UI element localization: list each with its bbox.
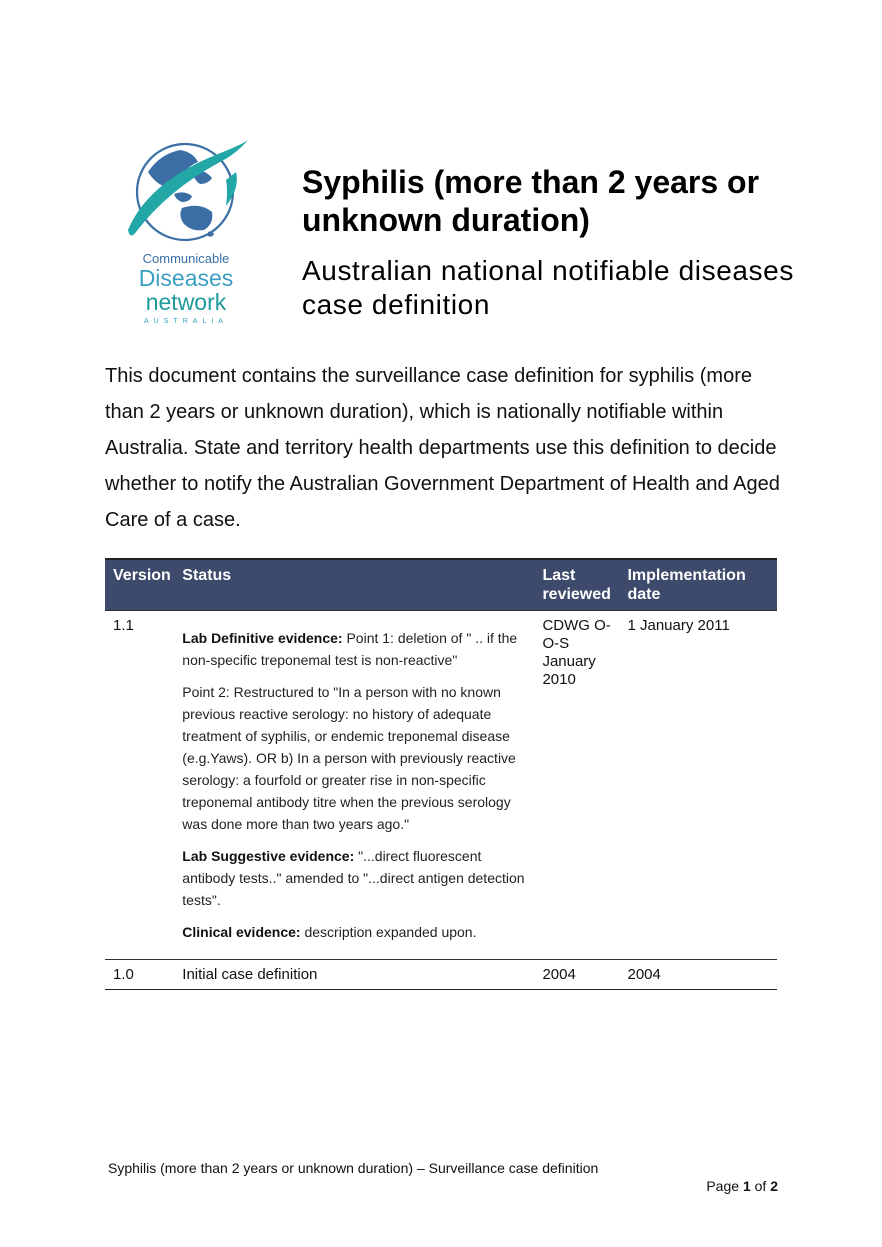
page-current: 1 xyxy=(742,1178,751,1194)
table-row xyxy=(105,611,777,960)
header-last-reviewed: Last reviewed xyxy=(534,559,619,611)
status-text-3: "...direct fluorescent antibody tests.." amended to "...direct antigen detection tests". xyxy=(182,848,525,908)
document-subtitle: Australian national notifiable diseases case definition xyxy=(302,255,794,320)
table-header-row xyxy=(105,559,777,611)
status-label-lab-definitive: Lab Definitive evidence: xyxy=(182,630,343,646)
logo-line-diseases: Diseases xyxy=(138,265,234,291)
cell-version: 1.0 xyxy=(105,960,174,990)
footer-page-number xyxy=(706,1178,778,1194)
cdna-logo xyxy=(108,132,258,332)
status-label-clinical: Clinical evidence: xyxy=(182,924,301,940)
cell-last-reviewed: 2004 xyxy=(534,960,619,990)
status-paragraph-2 xyxy=(182,681,526,835)
status-text-1: Point 1: deletion of " .. if the non-specific treponemal test is non-reactive" xyxy=(182,630,518,668)
header-implementation-date: Implementation date xyxy=(619,559,777,611)
page-total: 2 xyxy=(770,1178,778,1194)
status-paragraph-4 xyxy=(182,921,526,943)
header-version: Version xyxy=(105,559,174,611)
intro-paragraph: This document contains the surveillance case definition for syphilis (more than 2 years or unknown duration), which is nationally notifiable within Australia. State and territory health departments use this definition to decide whether to notify the Australian Government Department of Health and Aged Care of a case. xyxy=(105,365,780,531)
globe-logo-icon xyxy=(108,132,258,257)
table-row xyxy=(105,960,777,990)
page-prefix: Page xyxy=(706,1178,743,1194)
logo-line-australia: AUSTRALIA xyxy=(144,318,228,325)
cell-status xyxy=(174,611,534,960)
status-paragraph-3 xyxy=(182,845,526,911)
cell-version: 1.1 xyxy=(105,611,174,960)
document-title: Syphilis (more than 2 years or unknown duration) xyxy=(302,164,760,238)
cell-status: Initial case definition xyxy=(174,960,534,990)
cell-implementation-date: 1 January 2011 xyxy=(619,611,777,960)
header-status: Status xyxy=(174,559,534,611)
cell-last-reviewed: CDWG O-O-S January 2010 xyxy=(534,611,619,960)
status-label-lab-suggestive: Lab Suggestive evidence: xyxy=(182,848,355,864)
cell-implementation-date: 2004 xyxy=(619,960,777,990)
page-middle: of xyxy=(750,1178,771,1194)
status-text-4: description expanded upon. xyxy=(300,924,477,940)
version-history-table xyxy=(105,558,777,990)
status-text-2: Point 2: Restructured to "In a person with no known previous reactive serology: no history of adequate treatment of syphilis, or endemic treponemal disease (e.g.Yaws). OR b) In a person with previously reactive serology: a fourfold or greater rise in non-specific treponemal antibody titre when the previous serology was done more than two years ago." xyxy=(182,684,516,832)
logo-wordmark xyxy=(126,252,246,325)
logo-line-network: network xyxy=(145,289,227,315)
logo-line-communicable: Communicable xyxy=(142,251,230,266)
footer-document-title: Syphilis (more than 2 years or unknown duration) – Surveillance case definition xyxy=(108,1160,599,1176)
status-paragraph-1 xyxy=(182,627,526,671)
